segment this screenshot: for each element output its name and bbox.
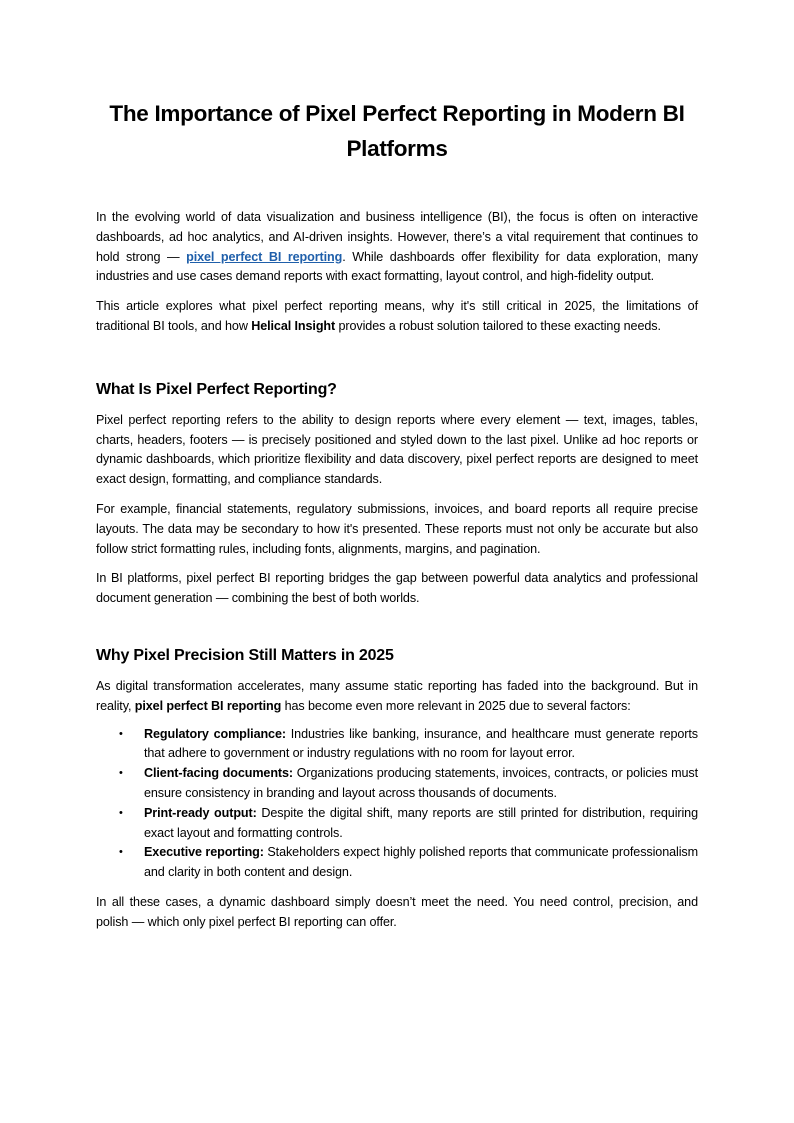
factor-item-print-ready bbox=[96, 804, 698, 844]
factor-text: Stakeholders expect highly polished reports that communicate professionalism and clarity in both content and design. bbox=[144, 845, 698, 880]
what-is-paragraph-3: In BI platforms, pixel perfect BI reporting bridges the gap between powerful data analytics and professional document generation — combining the best of both worlds. bbox=[96, 571, 698, 606]
section-heading-why-matters: Why Pixel Precision Still Matters in 2025 bbox=[96, 646, 394, 664]
factor-label: Client-facing documents: bbox=[144, 766, 294, 781]
section-spacer bbox=[96, 619, 698, 645]
factor-item-executive bbox=[96, 843, 698, 883]
why-intro-after-bold: has become even more relevant in 2025 due to several factors: bbox=[281, 698, 631, 713]
intro-text-before-bold: This article explores what pixel perfect reporting means, why it's still critical in 2025, the limitations of traditional BI tools, and how bbox=[96, 299, 698, 333]
why-intro-bold: pixel perfect BI reporting bbox=[134, 698, 282, 713]
intro-paragraph-1 bbox=[96, 208, 698, 287]
factor-label: Executive reporting: bbox=[144, 845, 264, 860]
factor-text: Organizations producing statements, invoices, contracts, or policies must ensure consistency in branding and layout across thousands of documents. bbox=[144, 766, 698, 800]
bullet-icon: • bbox=[119, 727, 123, 740]
bullet-icon: • bbox=[119, 806, 123, 819]
factor-label: Regulatory compliance: bbox=[144, 726, 286, 741]
what-is-paragraph-1: Pixel perfect reporting refers to the ability to design reports where every element — text, images, tables, charts, headers, footers — is precisely positioned and styled down to the last pixel. Unlike ad hoc reports or dynamic dashboards, which prioritize flexibility and data discovery, pixel perfect reports are designed to meet exact design, formatting, and compliance standards. bbox=[96, 412, 698, 487]
why-matters-intro bbox=[96, 677, 698, 717]
factor-item-client-facing bbox=[96, 764, 698, 804]
section-spacer bbox=[96, 347, 698, 379]
what-is-paragraph-2: For example, financial statements, regulatory submissions, invoices, and board reports all require precise layouts. The data may be secondary to how it's presented. These reports must not only be accurate but also follow strict formatting rules, including fonts, alignments, margins, and pagination. bbox=[96, 501, 698, 556]
helical-insight-bold: Helical Insight bbox=[251, 318, 336, 333]
factor-text: Despite the digital shift, many reports are still printed for distribution, requiring exact layout and formatting controls. bbox=[144, 805, 698, 840]
document-page bbox=[96, 96, 698, 943]
bullet-icon: • bbox=[119, 767, 123, 780]
pixel-perfect-bi-reporting-link[interactable]: pixel perfect BI reporting bbox=[186, 249, 343, 264]
factor-label: Print-ready output: bbox=[144, 805, 257, 820]
intro-text-after-link: . While dashboards offer flexibility for data exploration, many industries and use cases demand reports with exact formatting, layout control, and high-fidelity output. bbox=[96, 249, 699, 284]
intro-paragraph-2 bbox=[96, 297, 698, 337]
why-intro-before-bold: As digital transformation accelerates, many assume static reporting has faded into the background. But in reality, bbox=[96, 678, 698, 713]
document-title: The Importance of Pixel Perfect Reporting in Modern BI Platforms bbox=[109, 101, 685, 161]
intro-text-after-bold: provides a robust solution tailored to these exacting needs. bbox=[335, 318, 661, 333]
section-heading-what-is: What Is Pixel Perfect Reporting? bbox=[96, 380, 337, 398]
bullet-icon: • bbox=[119, 846, 123, 859]
factor-item-regulatory bbox=[96, 725, 698, 765]
intro-text-before-link: In the evolving world of data visualization and business intelligence (BI), the focus is often on interactive dashboards, ad hoc analytics, and AI-driven insights. However, there’s a vital requirement that continues to hold strong — bbox=[96, 210, 698, 264]
factors-list bbox=[96, 725, 698, 883]
factor-text: Industries like banking, insurance, and healthcare must generate reports that adhere to government or industry regulations with no room for layout error. bbox=[144, 726, 699, 761]
why-matters-closing: In all these cases, a dynamic dashboard simply doesn’t meet the need. You need control, precision, and polish — which only pixel perfect BI reporting can offer. bbox=[96, 894, 698, 929]
